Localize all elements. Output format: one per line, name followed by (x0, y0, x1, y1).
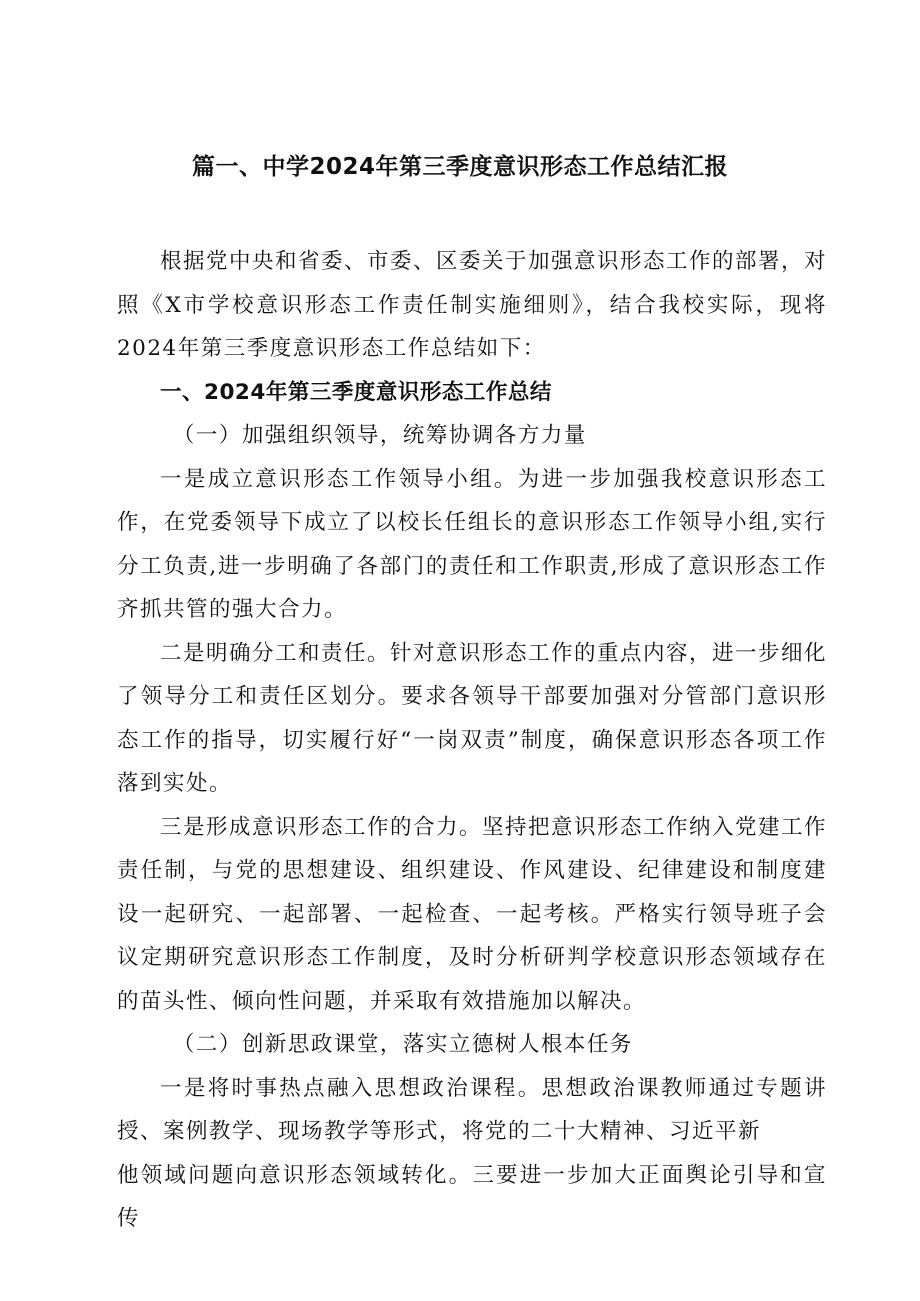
intro-paragraph: 根据党中央和省委、市委、区委关于加强意识形态工作的部署，对照《X市学校意识形态工作责任制实施细则》，结合我校实际，现将2024年第三季度意识形态工作总结如下： (117, 249, 828, 361)
subsection-heading-1: （一）加强组织领导，统筹协调各方力量 (172, 423, 587, 448)
paragraph-fragment: 他领域问题向意识形态领域转化。三要进一步加大正面舆论引导和宣传 (117, 1162, 827, 1231)
subsection-heading-2: （二）创新思政课堂，落实立德树人根本任务 (172, 1032, 633, 1057)
paragraph-joint-force: 三是形成意识形态工作的合力。坚持把意识形态工作纳入党建工作责任制，与党的思想建设、组织建设、作风建设、纪律建设和制度建设一起研究、一起部署、一起检查、一起考核。严格实行领导班子会议定期研究意识形态工作制度，及时分析研判学校意识形态领域存在的苗头性、倾向性问题，并采取有效措施加以解决。 (117, 814, 828, 1014)
document-title: 篇一、中学2024年第三季度意识形态工作总结汇报 (191, 154, 728, 180)
paragraph-current-affairs: 一是将时事热点融入思想政治课程。思想政治课教师通过专题讲授、案例教学、现场教学等形式，将党的二十大精神、习近平新 (117, 1075, 827, 1144)
paragraph-division-of-duties: 二是明确分工和责任。针对意识形态工作的重点内容，进一步细化了领导分工和责任区划分。要求各领导干部要加强对分管部门意识形态工作的指导，切实履行好“一岗双责”制度，确保意识形态各项工作落到实处。 (117, 640, 828, 796)
document-body (117, 240, 827, 1241)
paragraph-leading-group: 一是成立意识形态工作领导小组。为进一步加强我校意识形态工作，在党委领导下成立了以校长任组长的意识形态工作领导小组,实行分工负责,进一步明确了各部门的责任和工作职责,形成了意识形态工作齐抓共管的强大合力。 (117, 466, 827, 622)
section-heading: 一、2024年第三季度意识形态工作总结 (160, 379, 552, 405)
